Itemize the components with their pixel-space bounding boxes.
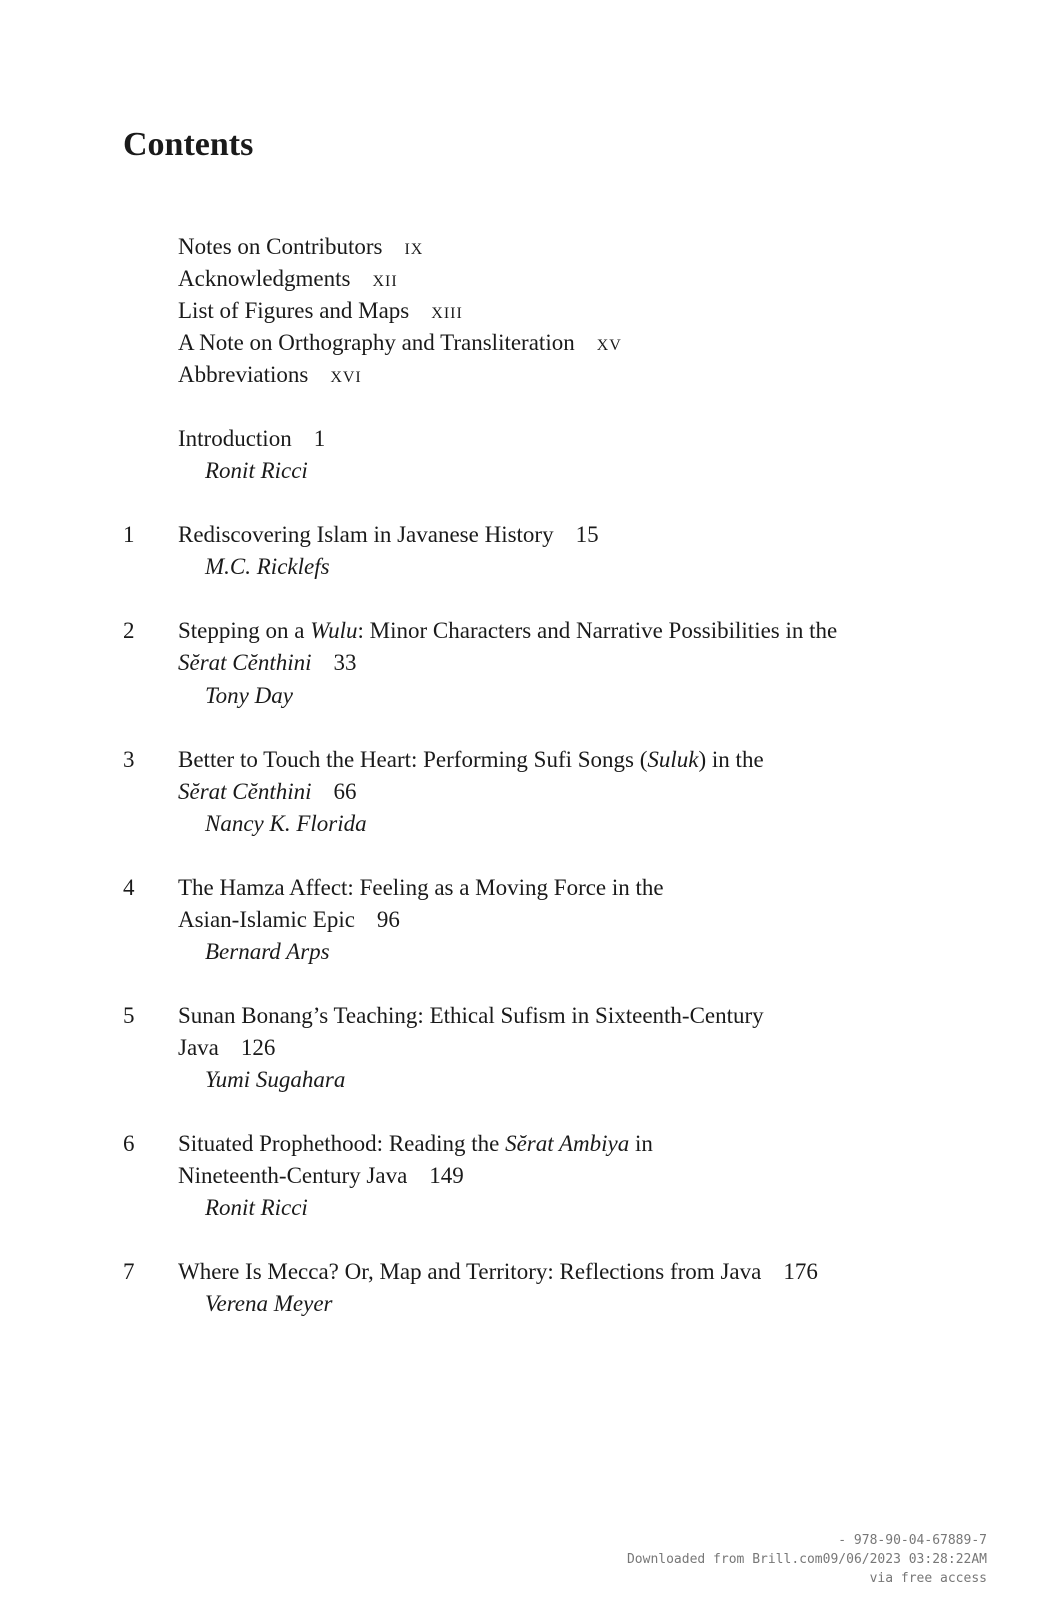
- entry-title-part: in: [629, 1131, 653, 1156]
- page-number: 15: [575, 522, 599, 547]
- entry-author: Ronit Ricci: [205, 1195, 308, 1220]
- entry-title: Introduction: [178, 426, 292, 451]
- page-number: 149: [429, 1163, 464, 1188]
- entry-author: Ronit Ricci: [205, 458, 308, 483]
- chapter-number: 6: [123, 1131, 135, 1156]
- entry-title: A Note on Orthography and Transliteration: [178, 330, 575, 355]
- chapter-number: 1: [123, 522, 135, 547]
- page-title: Contents: [123, 126, 254, 163]
- entry-title-part: : Minor Characters and Narrative Possibilities in the: [357, 618, 838, 643]
- page-number: 176: [783, 1259, 818, 1284]
- entry-title-part: ) in the: [698, 747, 764, 772]
- footer-access: via free access: [869, 1571, 987, 1586]
- chapter-number: 2: [123, 618, 135, 643]
- toc-entry-chapter-1[interactable]: [178, 519, 599, 551]
- footer-isbn: - 978-90-04-67889-7: [838, 1533, 987, 1548]
- page-number: 66: [333, 779, 357, 804]
- entry-title: Sunan Bonang’s Teaching: Ethical Sufism in Sixteenth-Century: [178, 1003, 764, 1028]
- page-number: 96: [376, 907, 400, 932]
- page-number: 33: [333, 650, 357, 675]
- entry-title: Notes on Contributors: [178, 234, 383, 259]
- page-number: ix: [404, 234, 424, 259]
- entry-author: Bernard Arps: [205, 939, 330, 964]
- toc-entry-orthography-note[interactable]: [178, 327, 622, 359]
- toc-entry-chapter-6[interactable]: [178, 1128, 653, 1160]
- entry-title: Nineteenth-Century Java: [178, 1163, 408, 1188]
- entry-title-italic: Sĕrat Cĕnthini: [178, 650, 312, 675]
- toc-entry-list-of-figures[interactable]: [178, 295, 463, 327]
- page-number: xvi: [330, 362, 362, 387]
- entry-title-part: Stepping on a: [178, 618, 311, 643]
- toc-entry-chapter-6-line2[interactable]: [178, 1160, 464, 1192]
- entry-title: Acknowledgments: [178, 266, 351, 291]
- entry-title-italic: Wulu: [310, 618, 358, 643]
- page-number: 1: [313, 426, 326, 451]
- toc-entry-chapter-3[interactable]: [178, 744, 764, 776]
- toc-entry-abbreviations[interactable]: [178, 359, 362, 391]
- toc-entry-chapter-5-line2[interactable]: [178, 1032, 275, 1064]
- chapter-number: 7: [123, 1259, 135, 1284]
- toc-entry-notes-on-contributors[interactable]: [178, 231, 423, 263]
- page-number: xii: [372, 266, 398, 291]
- chapter-number: 5: [123, 1003, 135, 1028]
- toc-entry-introduction[interactable]: [178, 423, 325, 455]
- page-number: xv: [596, 330, 622, 355]
- toc-entry-chapter-4-line2[interactable]: [178, 904, 400, 936]
- entry-title-italic: Sĕrat Cĕnthini: [178, 779, 312, 804]
- toc-entry-chapter-5[interactable]: [178, 1000, 764, 1032]
- entry-title: Java: [178, 1035, 219, 1060]
- toc-entry-acknowledgments[interactable]: [178, 263, 398, 295]
- toc-entry-chapter-4[interactable]: [178, 872, 664, 904]
- entry-title-italic: Suluk: [647, 747, 699, 772]
- toc-entry-chapter-2[interactable]: [178, 615, 837, 647]
- download-footer: [627, 1531, 987, 1588]
- toc-entry-chapter-2-line2[interactable]: [178, 647, 357, 679]
- entry-author: Yumi Sugahara: [205, 1067, 346, 1092]
- entry-title-italic: Sĕrat Ambiya: [505, 1131, 630, 1156]
- entry-title: Asian-Islamic Epic: [178, 907, 355, 932]
- page-number: 126: [240, 1035, 276, 1060]
- entry-author: Verena Meyer: [205, 1291, 333, 1316]
- entry-author: Nancy K. Florida: [205, 811, 367, 836]
- chapter-number: 4: [123, 875, 135, 900]
- page-number: xiii: [431, 298, 463, 323]
- entry-title: List of Figures and Maps: [178, 298, 410, 323]
- toc-entry-chapter-7[interactable]: [178, 1256, 818, 1288]
- footer-downloaded: Downloaded from Brill.com09/06/2023 03:28:22AM: [626, 1552, 987, 1567]
- entry-title: Rediscovering Islam in Javanese History: [178, 522, 554, 547]
- entry-author: Tony Day: [205, 683, 293, 708]
- entry-title-part: Better to Touch the Heart: Performing Sufi Songs (: [178, 747, 648, 772]
- entry-title: Abbreviations: [178, 362, 309, 387]
- toc-entry-chapter-3-line2[interactable]: [178, 776, 357, 808]
- entry-title: Where Is Mecca? Or, Map and Territory: Reflections from Java: [178, 1259, 762, 1284]
- chapter-number: 3: [123, 747, 135, 772]
- entry-title: The Hamza Affect: Feeling as a Moving Force in the: [178, 875, 664, 900]
- entry-author: M.C. Ricklefs: [205, 554, 330, 579]
- entry-title-part: Situated Prophethood: Reading the: [178, 1131, 506, 1156]
